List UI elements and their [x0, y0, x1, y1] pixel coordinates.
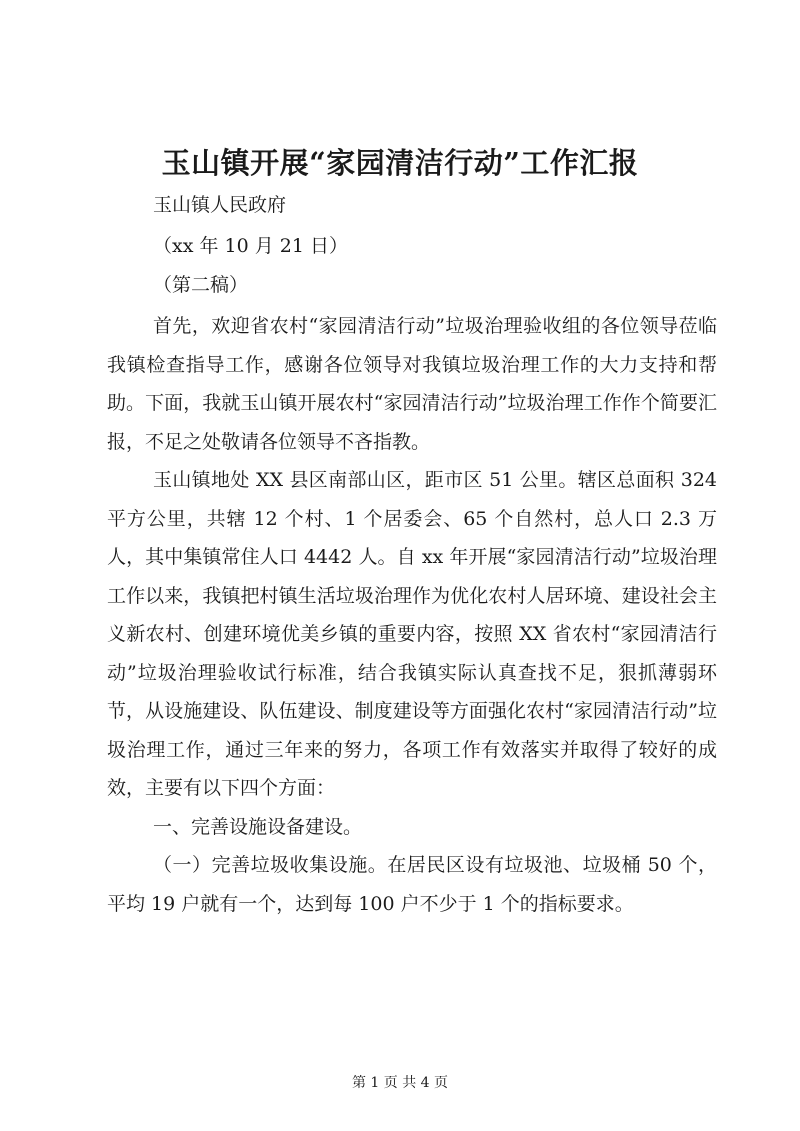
paragraph-collection-facilities: （一）完善垃圾收集设施。在居民区设有垃圾池、垃圾桶 50 个，平均 19 户就有一个，达到每 100 户不少于 1 个的指标要求。: [107, 854, 717, 915]
issuer-line: 玉山镇人民政府: [153, 194, 287, 216]
date-line: （xx 年 10 月 21 日）: [153, 235, 348, 257]
document-title: 玉山镇开展“家园清洁行动”工作汇报: [161, 146, 639, 180]
paragraph-welcome: 首先，欢迎省农村“家园清洁行动”垃圾治理验收组的各位领导莅临我镇检查指导工作，感谢各位领导对我镇垃圾治理工作的大力支持和帮助。下面，我就玉山镇开展农村“家园清洁行动”垃圾治理工作作个简要汇报，不足之处敬请各位领导不吝指教。: [107, 315, 717, 453]
draft-label: （第二稿）: [153, 274, 249, 296]
section-heading-1: 一、完善设施设备建设。: [153, 815, 363, 838]
document-body: [107, 307, 717, 923]
paragraph-overview: 玉山镇地处 XX 县区南部山区，距市区 51 公里。辖区总面积 324 平方公里，共辖 12 个村、1 个居委会、65 个自然村，总人口 2.3 万人，其中集镇常住人口 4442 人。自 xx 年开展“家园清洁行动”垃圾治理工作以来，我镇把村镇生活垃圾治理作为优化农村人居环境、建设社会主义新农村、创建环境优美乡镇的重要内容，按照 XX 省农村“家园清洁行动”垃圾治理验收试行标准，结合我镇实际认真查找不足，狠抓薄弱环节，从设施建设、队伍建设、制度建设等方面强化农村“家园清洁行动”垃圾治理工作，通过三年来的努力，各项工作有效落实并取得了较好的成效，主要有以下四个方面：: [107, 469, 717, 799]
page-footer: 第 1 页 共 4 页: [351, 1075, 449, 1091]
